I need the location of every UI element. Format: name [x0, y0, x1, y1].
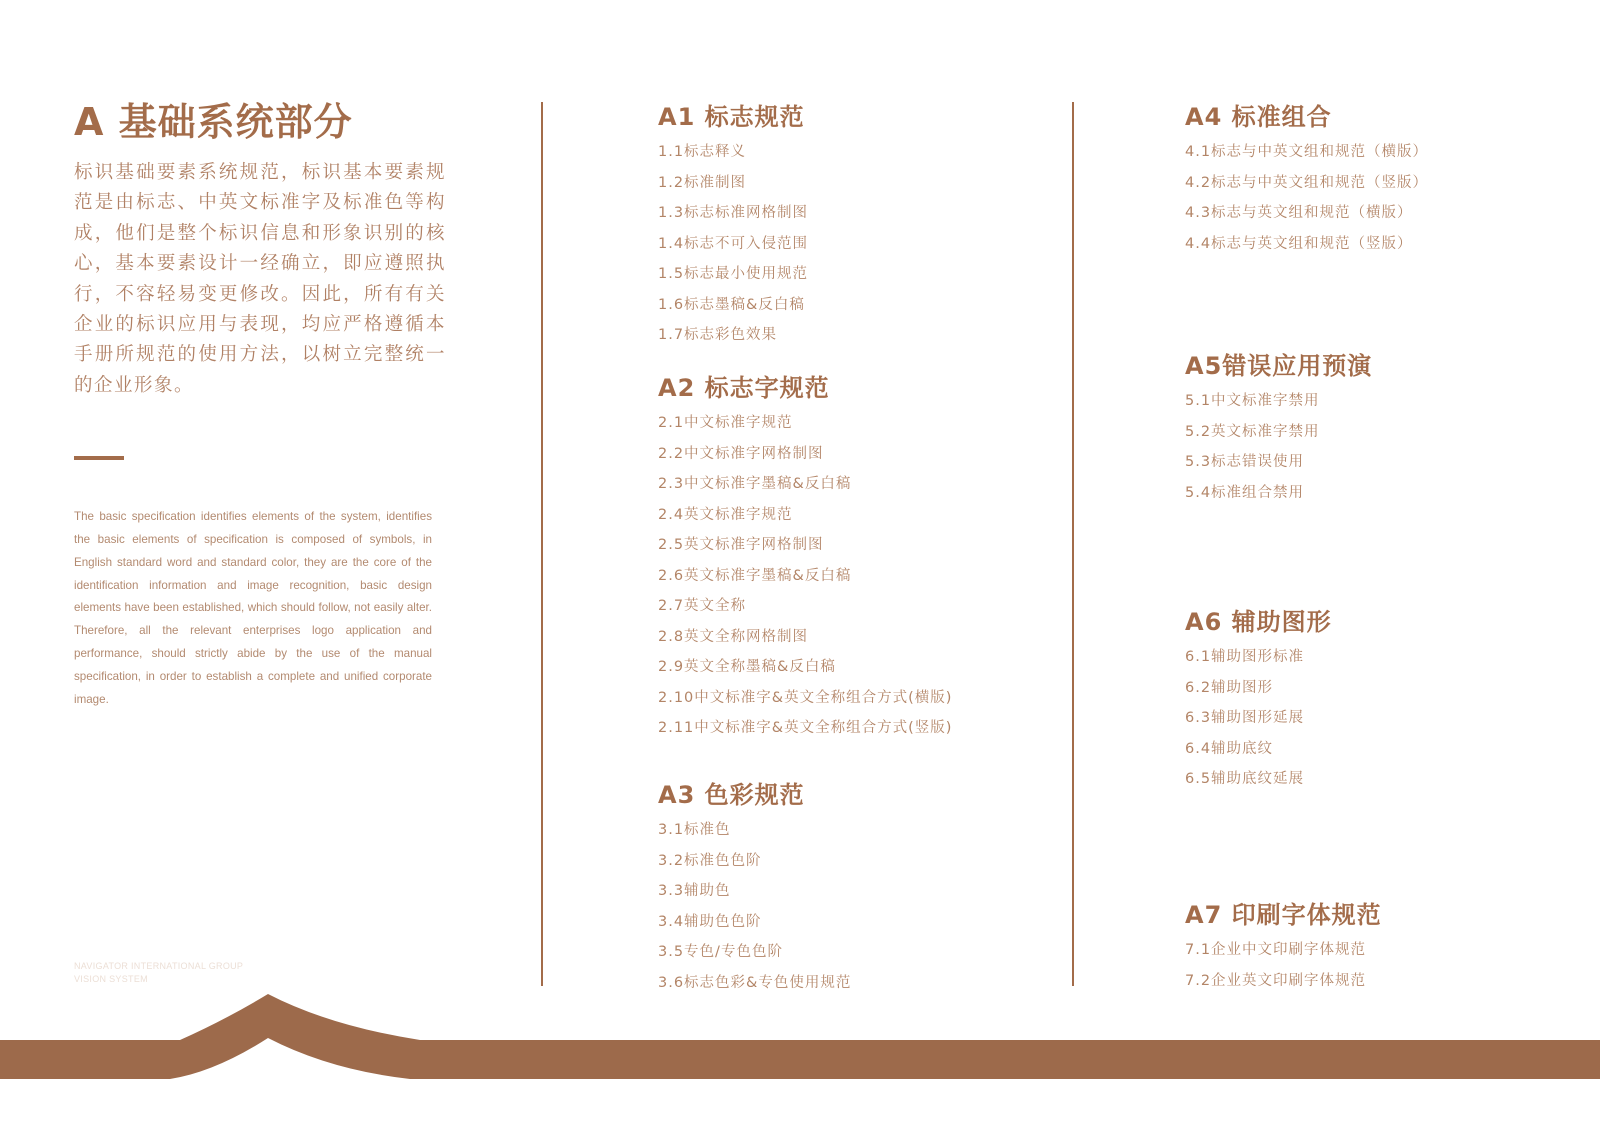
toc-section-a3 [658, 780, 1038, 998]
toc-item[interactable]: 2.11中文标准字&英文全称组合方式(竖版) [658, 720, 953, 736]
toc-item[interactable]: 5.4标准组合禁用 [1185, 484, 1305, 501]
toc-item[interactable]: 1.3标志标准网格制图 [658, 205, 809, 221]
toc-section-a4 [1185, 102, 1565, 259]
toc-item[interactable]: 5.1中文标准字禁用 [1185, 393, 1320, 409]
toc-item[interactable]: 5.2英文标准字禁用 [1185, 423, 1320, 440]
toc-item[interactable]: 6.3辅助图形延展 [1185, 710, 1305, 726]
toc-section-a5 [1185, 351, 1565, 508]
section-title[interactable]: A1 标志规范 [658, 103, 805, 131]
section-title[interactable]: A3 色彩规范 [658, 781, 805, 809]
toc-section-a6 [1185, 607, 1565, 795]
column-divider-left [541, 102, 543, 986]
toc-item[interactable]: 1.1标志释义 [658, 144, 747, 160]
toc-item[interactable]: 2.10中文标准字&英文全称组合方式(横版) [658, 689, 953, 706]
toc-item[interactable]: 1.6标志墨稿&反白稿 [658, 296, 805, 313]
wave-band-shape [0, 994, 1600, 1079]
toc-item[interactable]: 2.3中文标准字墨稿&反白稿 [658, 476, 852, 492]
toc-item[interactable]: 4.3标志与英文组和规范（横版） [1185, 205, 1413, 221]
toc-item[interactable]: 6.4辅助底纹 [1185, 740, 1274, 757]
section-items [1185, 642, 1565, 795]
toc-item[interactable]: 2.1中文标准字规范 [658, 415, 793, 431]
toc-item[interactable]: 2.8英文全称网格制图 [658, 628, 809, 645]
toc-item[interactable]: 7.2企业英文印刷字体规范 [1185, 972, 1367, 989]
section-items [658, 408, 1038, 744]
column-divider-right [1072, 102, 1074, 986]
section-items [658, 137, 1038, 351]
footer-tag [74, 960, 243, 986]
toc-item[interactable]: 1.2标准制图 [658, 174, 747, 191]
section-items [658, 815, 1038, 998]
bottom-wave-band [0, 990, 1600, 1080]
toc-item[interactable]: 2.7英文全称 [658, 598, 747, 614]
toc-item[interactable]: 7.1企业中文印刷字体规范 [1185, 942, 1367, 958]
page-title: A 基础系统部分 [74, 100, 353, 144]
toc-item[interactable]: 6.5辅助底纹延展 [1185, 771, 1305, 787]
toc-item[interactable]: 4.2标志与中英文组和规范（竖版） [1185, 174, 1429, 191]
toc-item[interactable]: 2.2中文标准字网格制图 [658, 445, 824, 462]
toc-item[interactable]: 2.6英文标准字墨稿&反白稿 [658, 567, 852, 584]
section-title[interactable]: A2 标志字规范 [658, 374, 830, 402]
toc-item[interactable]: 3.3辅助色 [658, 883, 731, 899]
toc-item[interactable]: 3.4辅助色色阶 [658, 913, 762, 930]
section-items [1185, 137, 1565, 259]
accent-divider [74, 456, 124, 460]
toc-item[interactable]: 3.1标准色 [658, 822, 731, 838]
intro-panel [74, 96, 446, 711]
intro-description-cn: 标识基础要素系统规范，标识基本要素规范是由标志、中英文标准字及标准色等构成，他们是整个标识信息和形象识别的核心，基本要素设计一经确立，即应遵照执行，不容轻易变更修改。因此，所有有关企业的标识应用与表现，均应严格遵循本手册所规范的使用方法，以树立完整统一的企业形象。 [74, 162, 446, 396]
toc-item[interactable]: 5.3标志错误使用 [1185, 454, 1305, 470]
toc-item[interactable]: 6.1辅助图形标准 [1185, 649, 1305, 665]
toc-item[interactable]: 1.5标志最小使用规范 [658, 266, 809, 282]
toc-section-a1 [658, 102, 1038, 351]
toc-item[interactable]: 2.9英文全称墨稿&反白稿 [658, 659, 836, 675]
section-title[interactable]: A6 辅助图形 [1185, 608, 1332, 636]
section-title[interactable]: A4 标准组合 [1185, 103, 1332, 131]
toc-section-a7 [1185, 900, 1565, 996]
toc-item[interactable]: 3.2标准色色阶 [658, 852, 762, 869]
toc-section-a2 [658, 373, 1038, 744]
toc-item[interactable]: 4.1标志与中英文组和规范（横版） [1185, 144, 1429, 160]
section-title[interactable]: A7 印刷字体规范 [1185, 901, 1382, 929]
section-title[interactable]: A5错误应用预演 [1185, 352, 1373, 380]
footer-line-1: NAVIGATOR INTERNATIONAL GROUP [74, 961, 244, 971]
toc-item[interactable]: 1.4标志不可入侵范围 [658, 235, 809, 252]
toc-item[interactable]: 6.2辅助图形 [1185, 679, 1274, 696]
toc-item[interactable]: 2.5英文标准字网格制图 [658, 537, 824, 553]
toc-item[interactable]: 2.4英文标准字规范 [658, 506, 793, 523]
toc-item[interactable]: 4.4标志与英文组和规范（竖版） [1185, 235, 1413, 252]
toc-item[interactable]: 3.5专色/专色色阶 [658, 944, 783, 960]
toc-item[interactable]: 1.7标志彩色效果 [658, 327, 778, 343]
section-items [1185, 386, 1565, 508]
toc-item[interactable]: 3.6标志色彩&专色使用规范 [658, 974, 852, 991]
section-items [1185, 935, 1565, 996]
intro-description-en: The basic specification identifies elements of the system, identifies the basic elements of specification is composed of symbols, in English standard word and standard color, they are the core of the identification information and image recognition, basic design elements have been established, which should follow, not easily alter. Therefore, all the relevant enterprises logo application and performance, should strictly abide by the use of the manual specification, in order to establish a complete and unified corporate image. [74, 510, 432, 706]
footer-line-2: VISION SYSTEM [74, 974, 148, 984]
